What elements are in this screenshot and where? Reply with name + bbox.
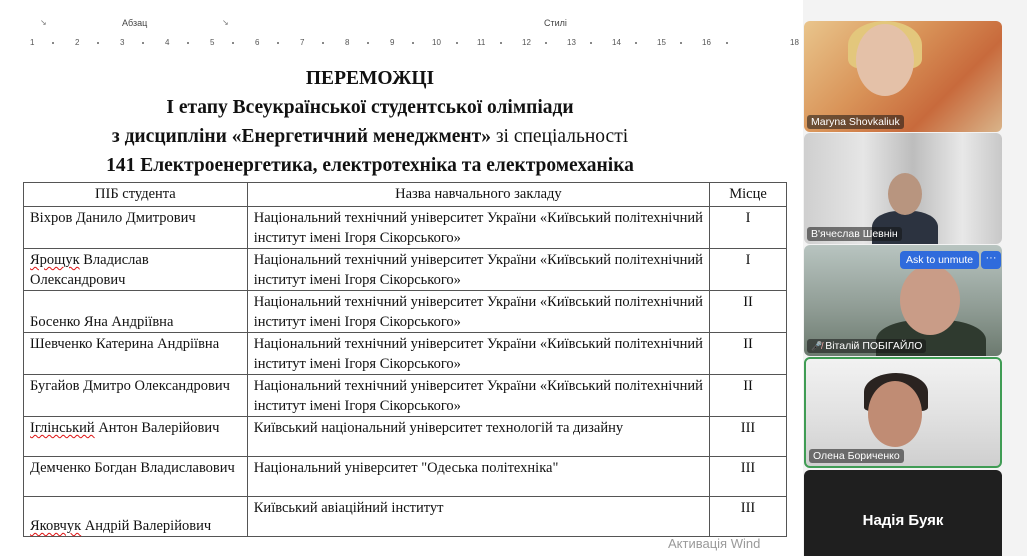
- ruler-number: 4: [165, 38, 170, 47]
- table-row: [24, 249, 787, 291]
- table-row: [24, 497, 787, 537]
- spelling-error-word[interactable]: Іглінський: [30, 420, 95, 436]
- participant-tile[interactable]: [804, 470, 1002, 556]
- institution: Національний університет "Одеська політехніка": [247, 457, 709, 497]
- ruler-number: 18: [790, 38, 799, 47]
- place: І: [710, 249, 787, 291]
- place: ІІ: [710, 333, 787, 375]
- mic-muted-icon: 🎤̸: [811, 341, 823, 351]
- institution: Національний технічний університет України «Київський політехнічний інститут імені Ігоря Сікорського»: [247, 207, 709, 249]
- institution: Національний технічний університет України «Київський політехнічний інститут імені Ігоря Сікорського»: [247, 333, 709, 375]
- horizontal-ruler[interactable]: [0, 36, 803, 50]
- table-row: [24, 457, 787, 497]
- header-place: Місце: [710, 183, 787, 207]
- table-row: [24, 333, 787, 375]
- ruler-number: 13: [567, 38, 576, 47]
- winners-table: [23, 182, 787, 537]
- participant-video-shape: [856, 24, 914, 96]
- student-name-rest: Антон Валерійович: [94, 420, 220, 436]
- table-row: [24, 291, 787, 333]
- ribbon-group-labels: [0, 18, 803, 32]
- place: І: [710, 207, 787, 249]
- paragraph-launcher-icon[interactable]: ↘: [222, 18, 229, 27]
- student-name: [24, 417, 248, 457]
- activation-watermark: Активація Wind: [668, 536, 761, 551]
- participant-video-shape: [868, 381, 922, 447]
- paragraph-group-label: Абзац: [122, 18, 148, 28]
- student-name: Демченко Богдан Владиславович: [24, 457, 248, 497]
- student-name: Бугайов Дмитро Олександрович: [24, 375, 248, 417]
- participant-video-shape: [888, 173, 922, 215]
- styles-group-label: Стилі: [544, 18, 567, 28]
- ruler-number: 7: [300, 38, 305, 47]
- place: ІІ: [710, 375, 787, 417]
- ask-to-unmute-button[interactable]: Ask to unmute: [900, 251, 979, 269]
- place: ІІ: [710, 291, 787, 333]
- participant-name: Maryna Shovkaliuk: [807, 115, 904, 129]
- title-discipline: [20, 122, 720, 151]
- ruler-number: 3: [120, 38, 125, 47]
- clipboard-launcher-icon[interactable]: ↘: [40, 18, 47, 27]
- table-row: [24, 375, 787, 417]
- ruler-number: 14: [612, 38, 621, 47]
- document-title: [20, 64, 720, 180]
- title-winners: ПЕРЕМОЖЦІ: [305, 68, 435, 89]
- spelling-error-word[interactable]: Яковчук: [30, 518, 82, 534]
- participant-name: Надія Буяк: [862, 512, 944, 529]
- table-header-row: [24, 183, 787, 207]
- institution: Національний технічний університет України «Київський політехнічний інститут імені Ігоря Сікорського»: [247, 375, 709, 417]
- participant-name-text: Віталій ПОБІГАЙЛО: [825, 340, 923, 352]
- ruler-number: 10: [432, 38, 441, 47]
- ruler-number: 15: [657, 38, 666, 47]
- title-stage: І етапу Всеукраїнської студентської олімпіади: [166, 97, 574, 118]
- table-row: [24, 207, 787, 249]
- ruler-number: 8: [345, 38, 350, 47]
- participant-tile[interactable]: [804, 21, 1002, 132]
- ruler-number: 5: [210, 38, 215, 47]
- title-discipline-normal: зі спеціальності: [490, 126, 629, 147]
- institution: Київський національний університет технологій та дизайну: [247, 417, 709, 457]
- student-name: [24, 249, 248, 291]
- participant-name: В'ячеслав Шевнін: [807, 227, 902, 241]
- place: ІІІ: [710, 497, 787, 537]
- more-options-button[interactable]: ···: [981, 251, 1001, 269]
- ruler-number: 11: [477, 38, 486, 47]
- institution: Київський авіаційний інститут: [247, 497, 709, 537]
- ruler-number: 9: [390, 38, 395, 47]
- table-row: [24, 417, 787, 457]
- title-discipline-bold: з дисципліни «Енергетичний менеджмент»: [111, 126, 491, 147]
- header-institution: Назва навчального закладу: [247, 183, 709, 207]
- participant-name: Олена Бориченко: [809, 449, 904, 463]
- ruler-number: 6: [255, 38, 260, 47]
- video-participants-panel: [803, 0, 1027, 556]
- header-student-name: ПІБ студента: [24, 183, 248, 207]
- student-name-rest: Владислав Олександрович: [30, 252, 149, 288]
- participant-name-muted: [807, 339, 926, 353]
- institution: Національний технічний університет України «Київський політехнічний інститут імені Ігоря Сікорського»: [247, 291, 709, 333]
- participant-tile[interactable]: [804, 133, 1002, 244]
- place: ІІІ: [710, 417, 787, 457]
- ruler-number: 2: [75, 38, 80, 47]
- spelling-error-word[interactable]: Ярощук: [30, 252, 80, 268]
- student-name: [24, 497, 248, 537]
- student-name: Шевченко Катерина Андріївна: [24, 333, 248, 375]
- student-name-rest: Андрій Валерійович: [81, 518, 212, 534]
- student-name: Босенко Яна Андріївна: [24, 291, 248, 333]
- student-name: Віхров Данило Дмитрович: [24, 207, 248, 249]
- participant-video-shape: [900, 265, 960, 335]
- place: ІІІ: [710, 457, 787, 497]
- ruler-number: 12: [522, 38, 531, 47]
- participant-tile-speaking[interactable]: [804, 357, 1002, 468]
- institution: Національний технічний університет України «Київський політехнічний інститут імені Ігоря Сікорського»: [247, 249, 709, 291]
- title-specialty: 141 Електроенергетика, електротехніка та електромеханіка: [106, 155, 634, 176]
- ruler-number: 16: [702, 38, 711, 47]
- ruler-number: 1: [30, 38, 35, 47]
